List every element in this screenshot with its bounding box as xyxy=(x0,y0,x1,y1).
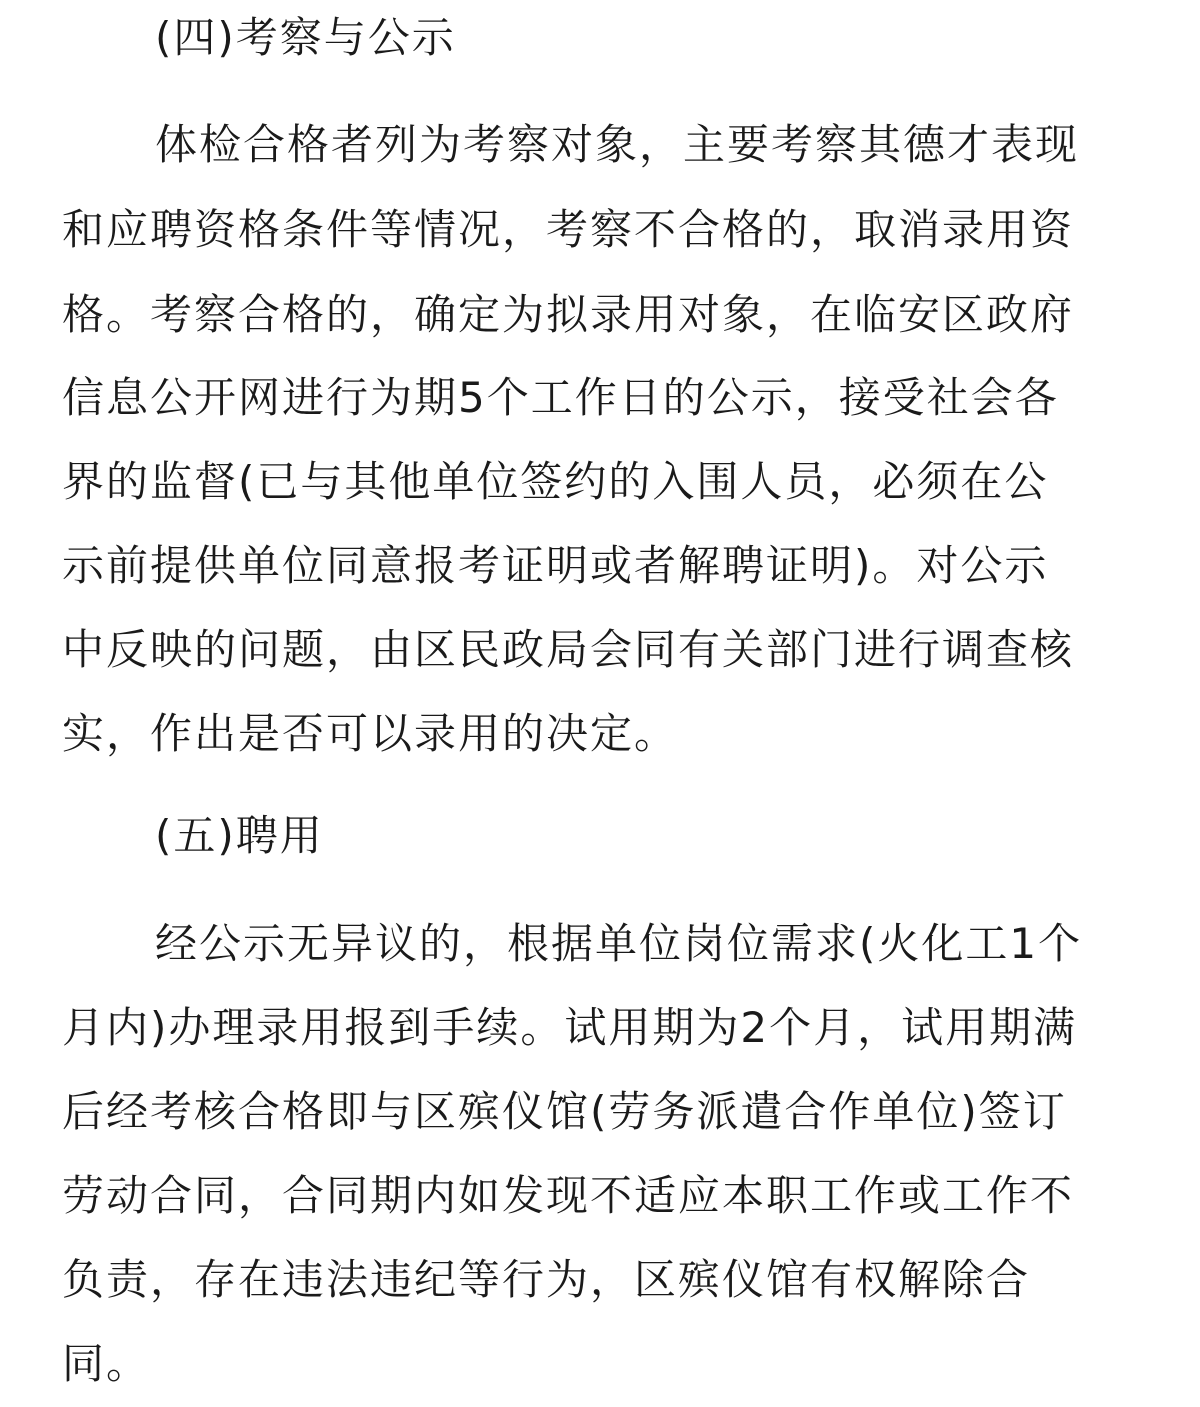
section-5-line: 同。 xyxy=(62,1339,151,1388)
section-4-line: 和应聘资格条件等情况，考察不合格的，取消录用资 xyxy=(62,205,1075,254)
section-5-line: 后经考核合格即与区殡仪馆(劳务派遣合作单位)签订 xyxy=(62,1087,1067,1136)
section-4-line: 格。考察合格的，确定为拟录用对象，在临安区政府 xyxy=(62,290,1075,339)
section-4-line: 中反映的问题，由区民政局会同有关部门进行调查核 xyxy=(62,625,1075,674)
section-4-line: 示前提供单位同意报考证明或者解聘证明)。对公示 xyxy=(62,541,1049,590)
section-5-line: 经公示无异议的，根据单位岗位需求(火化工1个 xyxy=(155,919,1083,968)
section-4-line: 实，作出是否可以录用的决定。 xyxy=(62,709,679,758)
section-5-line: 月内)办理录用报到手续。试用期为2个月，试用期满 xyxy=(62,1003,1078,1052)
section-4-line: 体检合格者列为考察对象，主要考察其德才表现 xyxy=(155,120,1080,169)
section-5-line: 负责，存在违法违纪等行为，区殡仪馆有权解除合 xyxy=(62,1255,1031,1304)
section-4-line: 信息公开网进行为期5个工作日的公示，接受社会各 xyxy=(62,373,1059,422)
section-5-heading: (五)聘用 xyxy=(155,811,324,860)
section-5-line: 劳动合同，合同期内如发现不适应本职工作或工作不 xyxy=(62,1171,1075,1220)
section-4-heading: (四)考察与公示 xyxy=(155,13,456,62)
section-4-line: 界的监督(已与其他单位签约的入围人员，必须在公 xyxy=(62,457,1049,506)
